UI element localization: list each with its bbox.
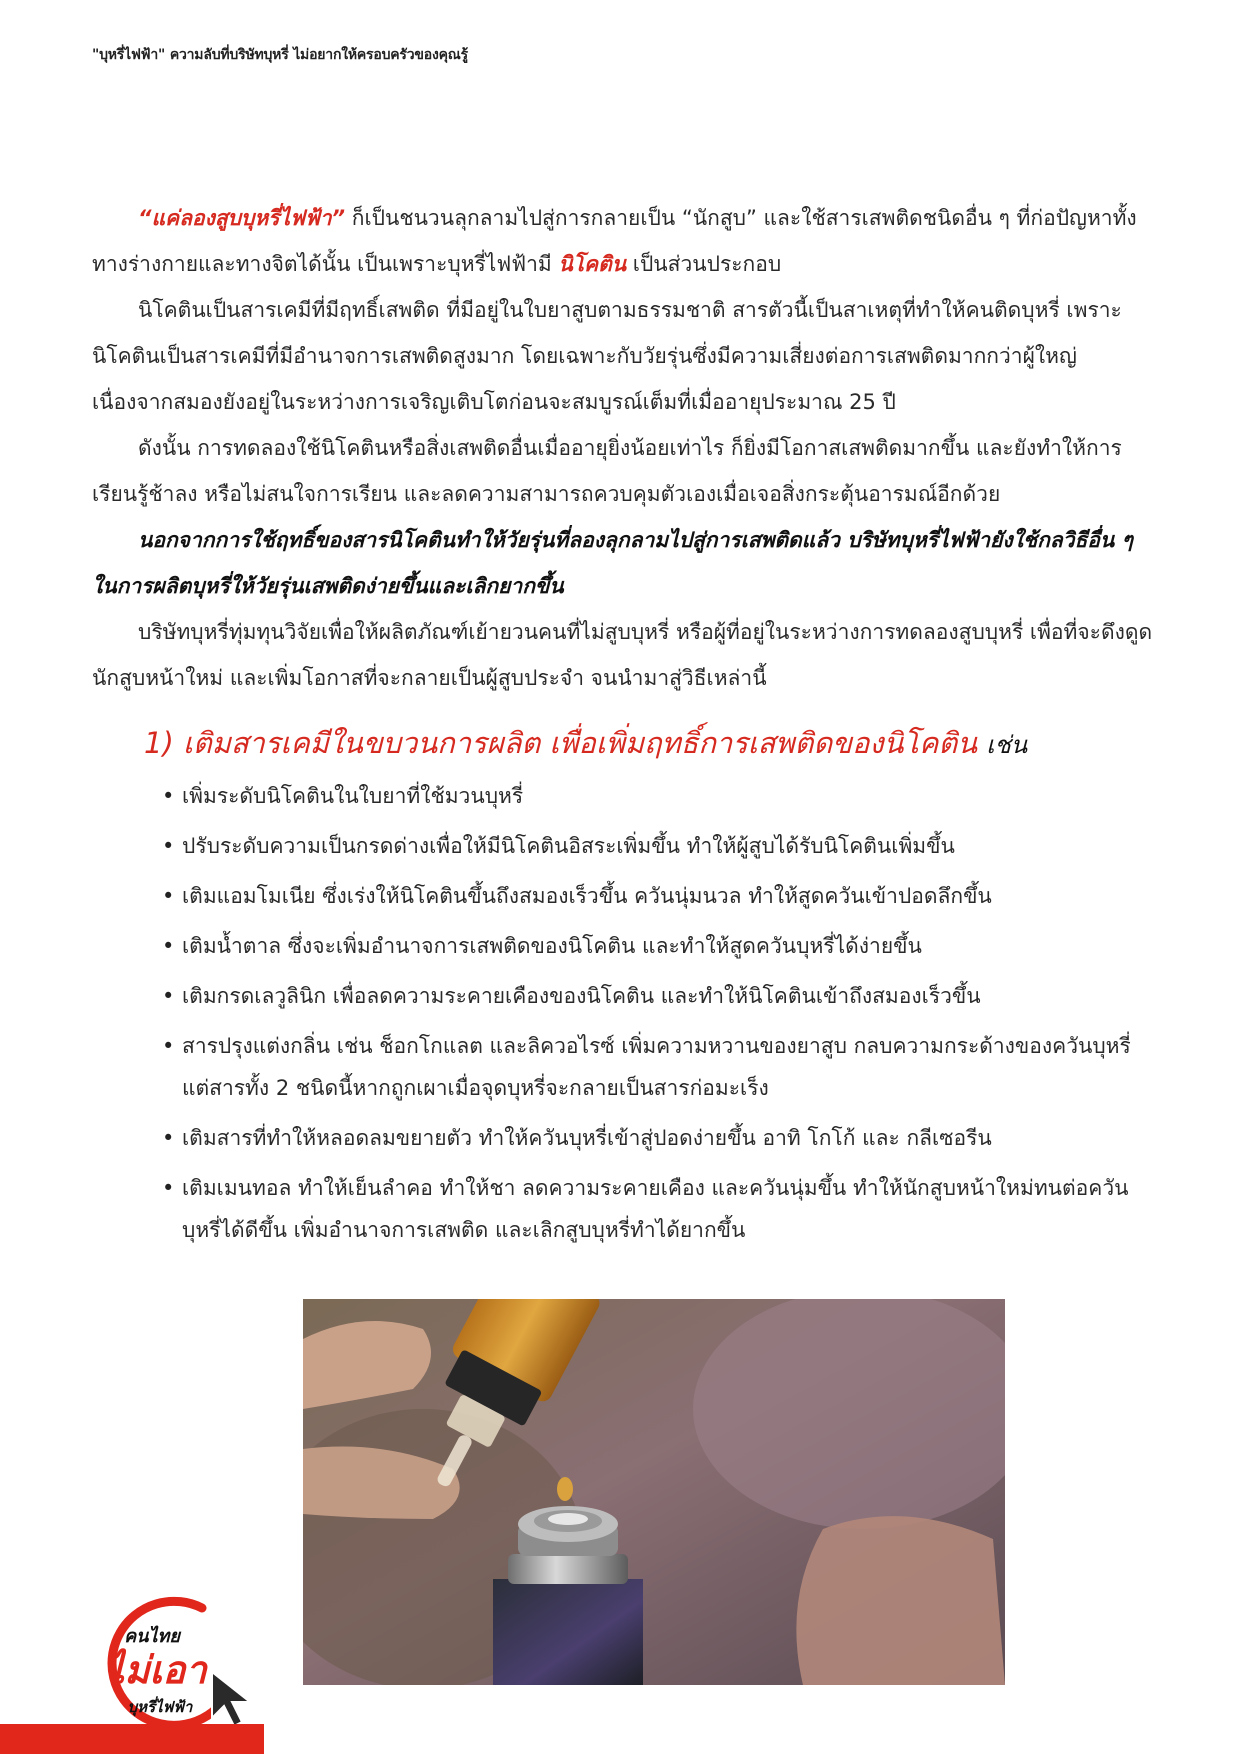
additive-list [92,775,1158,1251]
article-body [92,195,1158,1259]
e-liquid-refill-photo [303,1299,1005,1685]
intro-paragraph-1-end: เป็นส่วนประกอบ [626,252,782,276]
intro-paragraph-2: นิโคตินเป็นสารเคมีที่มีฤทธิ์เสพติด ที่มีอยู่ในใบยาสูบตามธรรมชาติ สารตัวนี้เป็นสาเหตุที่ทำให้คนติดบุหรี่ เพราะนิโคตินเป็นสารเคมีที่มีอำนาจการเสพติดสูงมาก โดยเฉพาะกับวัยรุ่นซึ่งมีความเสี่ยงต่อการเสพติดมากกว่าผู้ใหญ่ เนื่องจากสมองยังอยู่ในระหว่างการเจริญเติบโตก่อนจะสมบูรณ์เต็มที่เมื่ออายุประมาณ 25 ปี [92,298,1122,414]
logo-line1: คนไทย [124,1626,180,1647]
list-item: • ปรับระดับความเป็นกรดด่างเพื่อให้มีนิโคตินอิสระเพิ่มขึ้น ทำให้ผู้สูบได้รับนิโคตินเพิ่มขึ้น [182,825,1158,867]
footer-accent-bar [0,1724,264,1754]
section-title-suffix: เช่น [986,731,1028,759]
logo-line3: บุหรี่ไฟฟ้า [127,1698,193,1716]
cursor-icon [212,1672,250,1726]
highlight-nicotine: นิโคติน [558,252,627,276]
intro-paragraph-3: ดังนั้น การทดลองใช้นิโคตินหรือสิ่งเสพติดอื่นเมื่ออายุยิ่งน้อยเท่าไร ก็ยิ่งมีโอกาสเสพติดมากขึ้น และยังทำให้การเรียนรู้ช้าลง หรือไม่สนใจการเรียน และลดความสามารถควบคุมตัวเองเมื่อเจอสิ่งกระตุ้นอารมณ์อีกด้วย [92,436,1122,506]
highlight-try-vaping: “แค่ลองสูบบุหรี่ไฟฟ้า” [138,206,346,230]
campaign-logo [74,1590,274,1730]
list-item: • เติมเมนทอล ทำให้เย็นลำคอ ทำให้ชา ลดความระคายเคือง และควันนุ่มขึ้น ทำให้นักสูบหน้าใหม่ทนต่อควันบุหรี่ได้ดีขึ้น เพิ่มอำนาจการเสพติด และเลิกสูบบุหรี่ทำได้ยากขึ้น [182,1167,1158,1251]
list-item: • เติมแอมโมเนีย ซึ่งเร่งให้นิโคตินขึ้นถึงสมองเร็วขึ้น ควันนุ่มนวล ทำให้สูดควันเข้าปอดลึกขึ้น [182,875,1158,917]
section-heading [144,723,1158,765]
intro-paragraph-1 [92,195,1158,287]
intro-paragraph-1-text: ก็เป็นชนวนลุกลามไปสู่การกลายเป็น “นักสูบ” และใช้สารเสพติดชนิดอื่น ๆ ที่ก่อปัญหาทั้งทางร่างกายและทางจิตได้นั้น เป็นเพราะบุหรี่ไฟฟ้ามี [92,206,1137,276]
running-header: "บุหรี่ไฟฟ้า" ความลับที่บริษัทบุหรี่ ไม่อยากให้ครอบครัวของคุณรู้ [92,47,468,63]
emphasis-paragraph: นอกจากการใช้ฤทธิ์ของสารนิโคตินทำให้วัยรุ่นที่ลองลุกลามไปสู่การเสพติดแล้ว บริษัทบุหรี่ไฟฟ้ายังใช้กลวิธีอื่น ๆ ในการผลิตบุหรี่ให้วัยรุ่นเสพติดง่ายขึ้นและเลิกยากขึ้น [92,528,1133,598]
list-item: • เติมสารที่ทำให้หลอดลมขยายตัว ทำให้ควันบุหรี่เข้าสู่ปอดง่ายขึ้น อาทิ โกโก้ และ กลีเซอรีน [182,1117,1158,1159]
list-item: • เติมน้ำตาล ซึ่งจะเพิ่มอำนาจการเสพติดของนิโคติน และทำให้สูดควันบุหรี่ได้ง่ายขึ้น [182,925,1158,967]
list-item: • สารปรุงแต่งกลิ่น เช่น ช็อกโกแลต และลิควอไรซ์ เพิ่มความหวานของยาสูบ กลบความกระด้างของควันบุหรี่ แต่สารทั้ง 2 ชนิดนี้หากถูกเผาเมื่อจุดบุหรี่จะกลายเป็นสารก่อมะเร็ง [182,1025,1158,1109]
logo-line2: ไม่เอา [105,1648,207,1692]
list-item: • เพิ่มระดับนิโคตินในใบยาที่ใช้มวนบุหรี่ [182,775,1158,817]
list-item: • เติมกรดเลวูลินิก เพื่อลดความระคายเคืองของนิโคติน และทำให้นิโคตินเข้าถึงสมองเร็วขึ้น [182,975,1158,1017]
intro-paragraph-5: บริษัทบุหรี่ทุ่มทุนวิจัยเพื่อให้ผลิตภัณฑ์เย้ายวนคนที่ไม่สูบบุหรี่ หรือผู้ที่อยู่ในระหว่างการทดลองสูบบุหรี่ เพื่อที่จะดึงดูดนักสูบหน้าใหม่ และเพิ่มโอกาสที่จะกลายเป็นผู้สูบประจำ จนนำมาสู่วิธีเหล่านี้ [92,620,1153,690]
section-title: 1) เติมสารเคมีในขบวนการผลิต เพื่อเพิ่มฤทธิ์การเสพติดของนิโคติน [144,726,978,760]
